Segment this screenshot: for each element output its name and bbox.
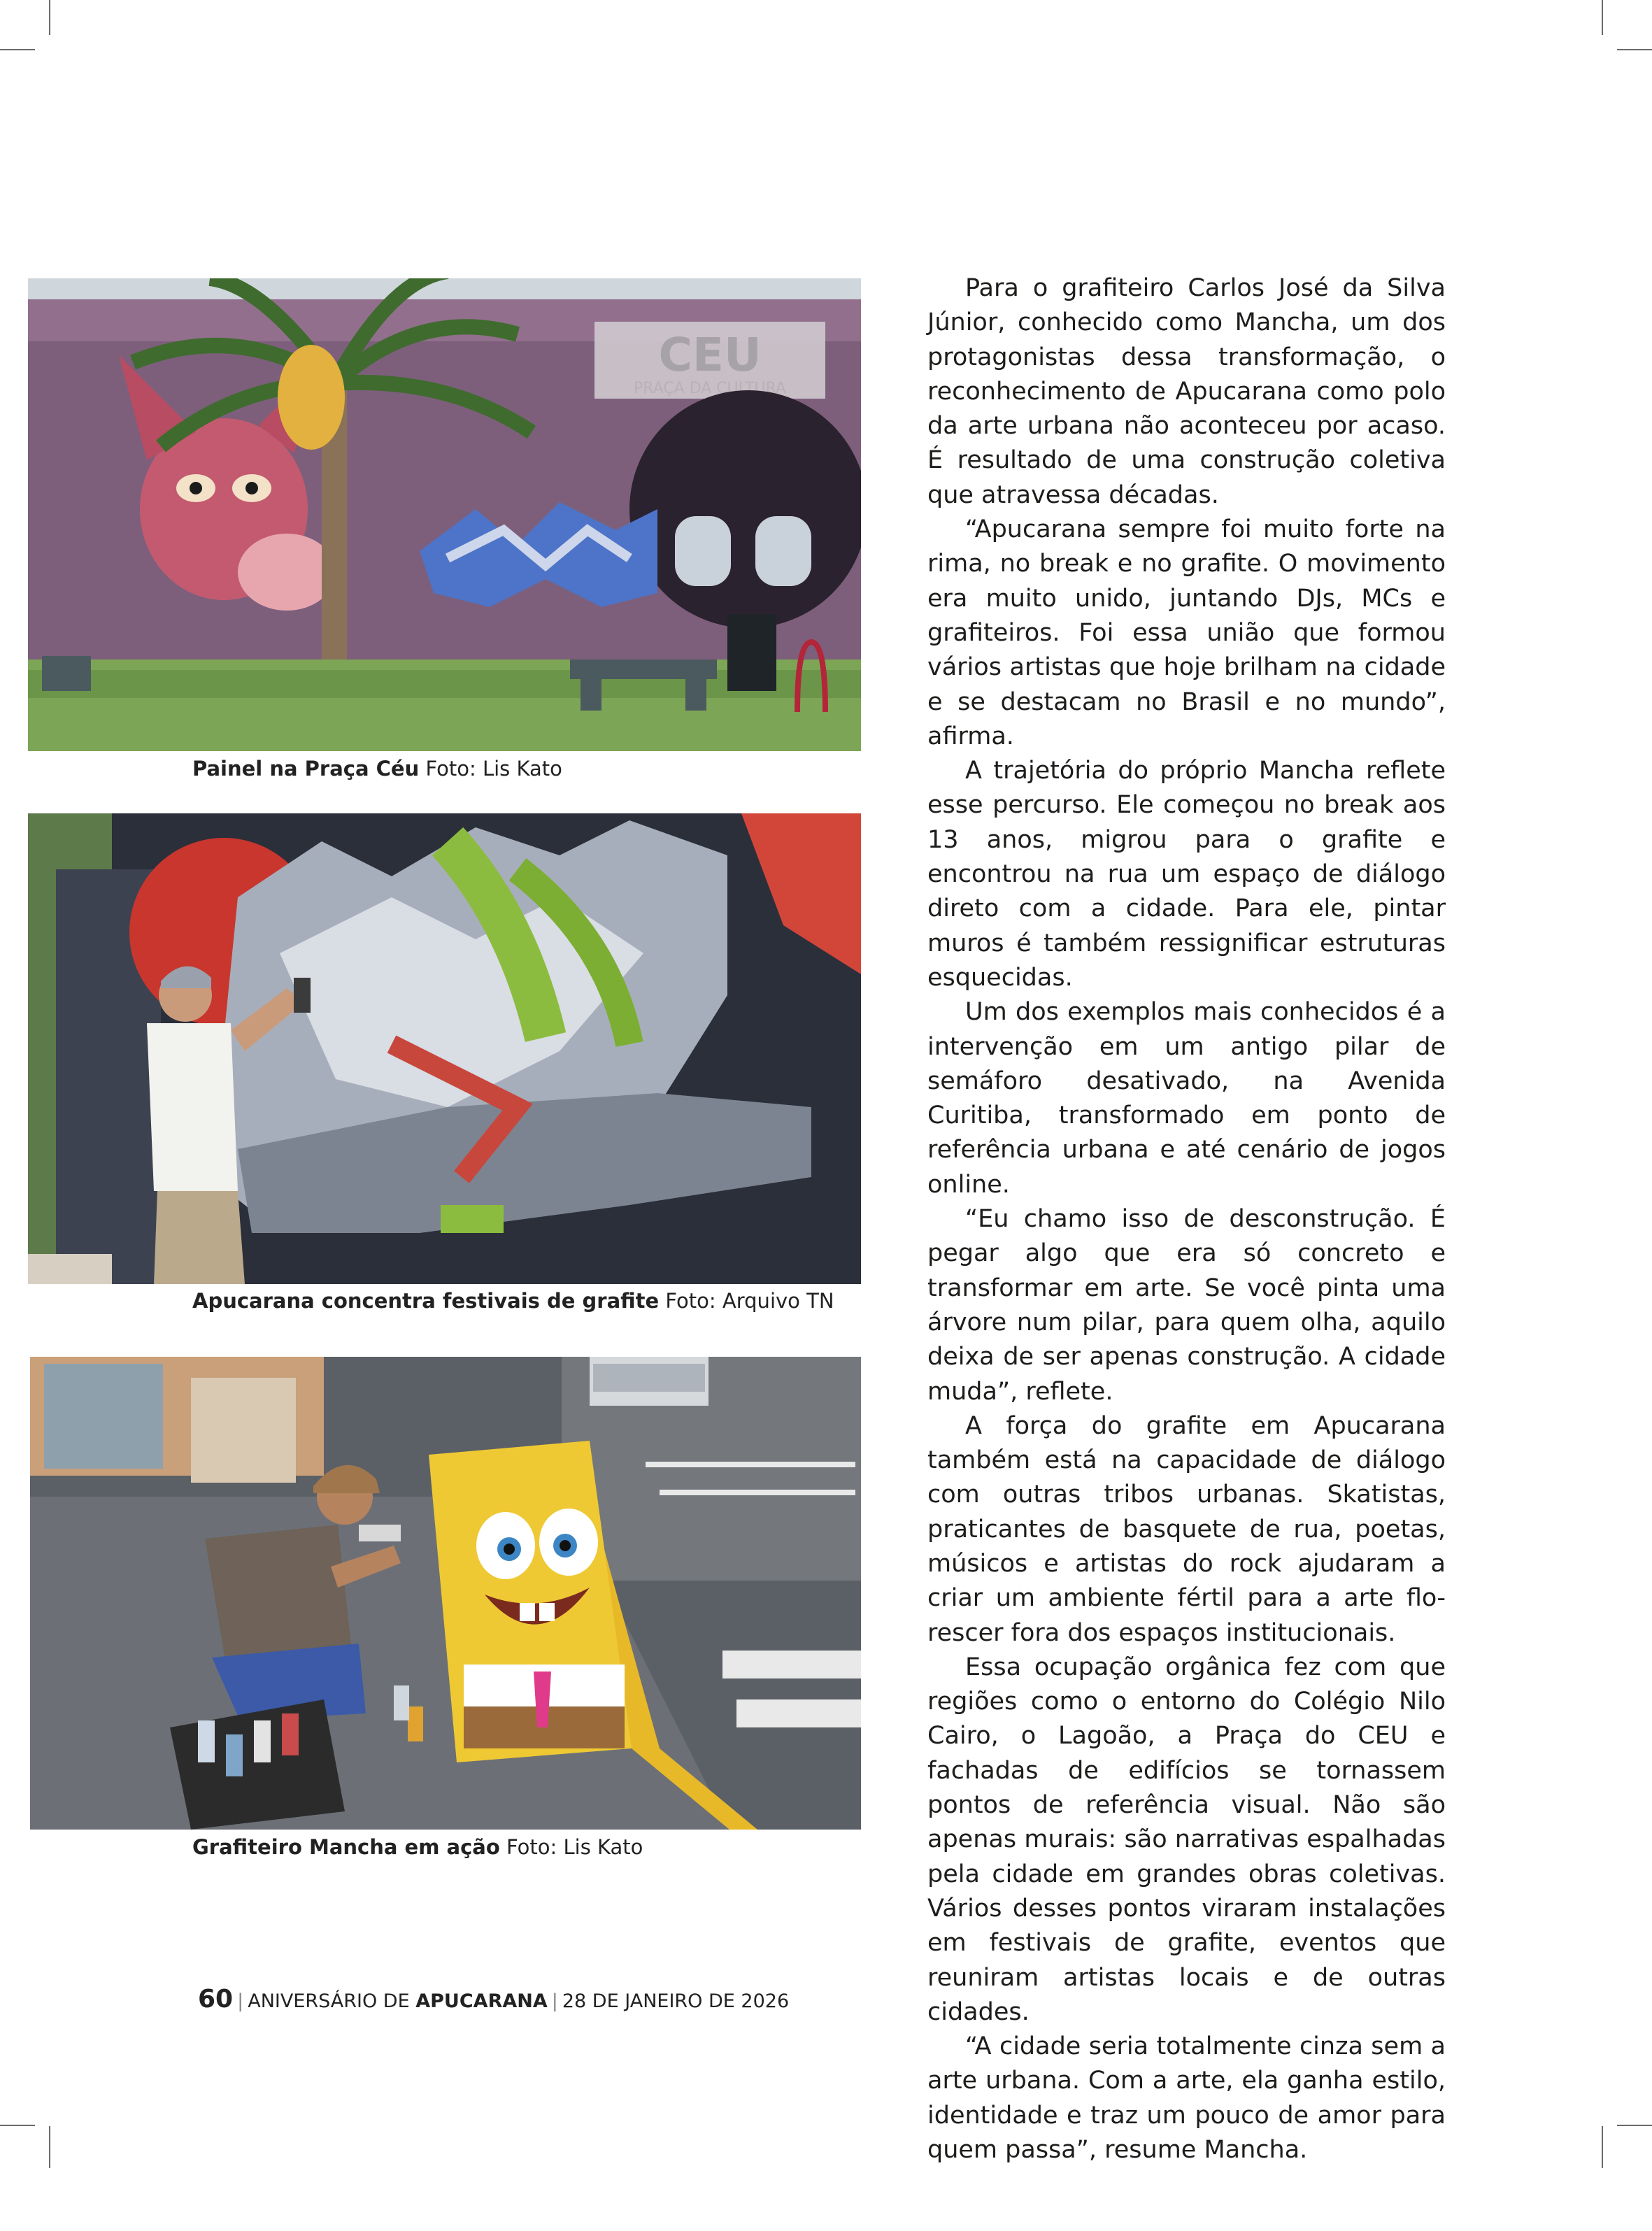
page-number: 60 <box>198 1985 234 2013</box>
footer-separator: | <box>237 1990 244 2012</box>
footer-separator: | <box>551 1990 558 2012</box>
article-paragraph: Essa ocupação orgânica fez com que regiões como o entorno do Colégio Nilo Cairo, o Lagoão, a Praça do CEU e fachadas de edifícios se tornassem pontos de referência visual. Não são apenas murais: são narrativas espalhadas pela cidade em grandes obras coletivas. Vários desses pontos viraram instalações em festivais de grafite, eventos que reuniram artistas locais e de outras cidades. <box>927 1653 1446 2026</box>
ceu-sign-text: CEU <box>658 328 762 382</box>
photo-caption <box>192 757 562 781</box>
publication-city: APUCARANA <box>415 1990 548 2012</box>
crop-mark <box>49 0 50 35</box>
caption-title: Apucarana concentra festivais de grafite <box>192 1289 660 1313</box>
article-paragraph: Um dos exemplos mais conhecidos é a intervenção em um antigo pilar de semáforo desativado, na Avenida Curitiba, transformado em ponto de referência urbana e até cenário de jogos online. <box>927 998 1446 1199</box>
article-paragraph: A força do grafite em Apucarana também está na capacidade de diálogo com outras tribos urbanas. Skatistas, praticantes de basquete de rua, poetas, músicos e artistas do rock ajudaram a criar um ambiente fértil para a arte florescer fora dos espaços institucionais. <box>927 1411 1446 1647</box>
page-footer <box>198 1985 789 2013</box>
photo-caption <box>192 1289 834 1313</box>
crop-mark <box>1617 2125 1652 2126</box>
photo-graffiti-festival <box>28 813 861 1284</box>
caption-credit: Foto: Lis Kato <box>506 1835 643 1859</box>
caption-credit: Foto: Arquivo TN <box>665 1289 834 1313</box>
crop-mark <box>0 2125 35 2126</box>
publication-date: 28 DE JANEIRO DE 2026 <box>562 1990 790 2012</box>
article-paragraph: “Apucarana sempre foi muito forte na rima, no break e no grafite. O movimento era muito unido, juntando DJs, MCs e grafiteiros. Foi essa união que formou vários artistas que hoje brilham na cidade e se destacam no Brasil e no mundo”, afirma. <box>927 515 1446 750</box>
article-body <box>927 271 1446 2167</box>
caption-title: Grafiteiro Mancha em ação <box>192 1835 500 1859</box>
article-paragraph: Para o grafiteiro Carlos José da Silva Júnior, conhecido como Mancha, um dos protagonistas dessa transformação, o reconhecimento de Apucarana como polo da arte urbana não aconteceu por acaso. É resultado de uma construção coletiva que atravessa décadas. <box>927 274 1446 509</box>
photo-mancha-spongebob <box>30 1357 861 1830</box>
article-paragraph: “A cidade seria totalmente cinza sem a arte urbana. Com a arte, ela ganha estilo, identidade e traz um pouco de amor para quem passa”, resume Mancha. <box>927 2032 1446 2165</box>
caption-credit: Foto: Lis Kato <box>425 757 562 781</box>
crop-mark <box>1617 49 1652 50</box>
crop-mark <box>49 2126 50 2168</box>
crop-mark <box>0 49 35 50</box>
ceu-sign-subtitle: PRAÇA DA CULTURA <box>633 380 787 397</box>
article-paragraph: “Eu chamo isso de desconstrução. É pegar algo que era só concreto e transformar em arte. Se você pinta uma árvore num pilar, para quem olha, aquilo deixa de ser apenas construção. A cidade muda”, reflete. <box>927 1205 1446 1406</box>
crop-mark <box>1602 2126 1603 2168</box>
caption-title: Painel na Praça Céu <box>192 757 420 781</box>
article-paragraph: A trajetória do próprio Mancha reflete esse percurso. Ele começou no break aos 13 anos, migrou para o grafite e encontrou na rua um espaço de diálogo direto com a cidade. Para ele, pintar muros é também ressignificar estruturas esquecidas. <box>927 757 1446 992</box>
crop-mark <box>1602 0 1603 35</box>
publication-prefix: ANIVERSÁRIO DE <box>248 1990 416 2012</box>
photo-caption <box>192 1835 643 1859</box>
photo-praca-ceu-mural <box>28 278 861 751</box>
